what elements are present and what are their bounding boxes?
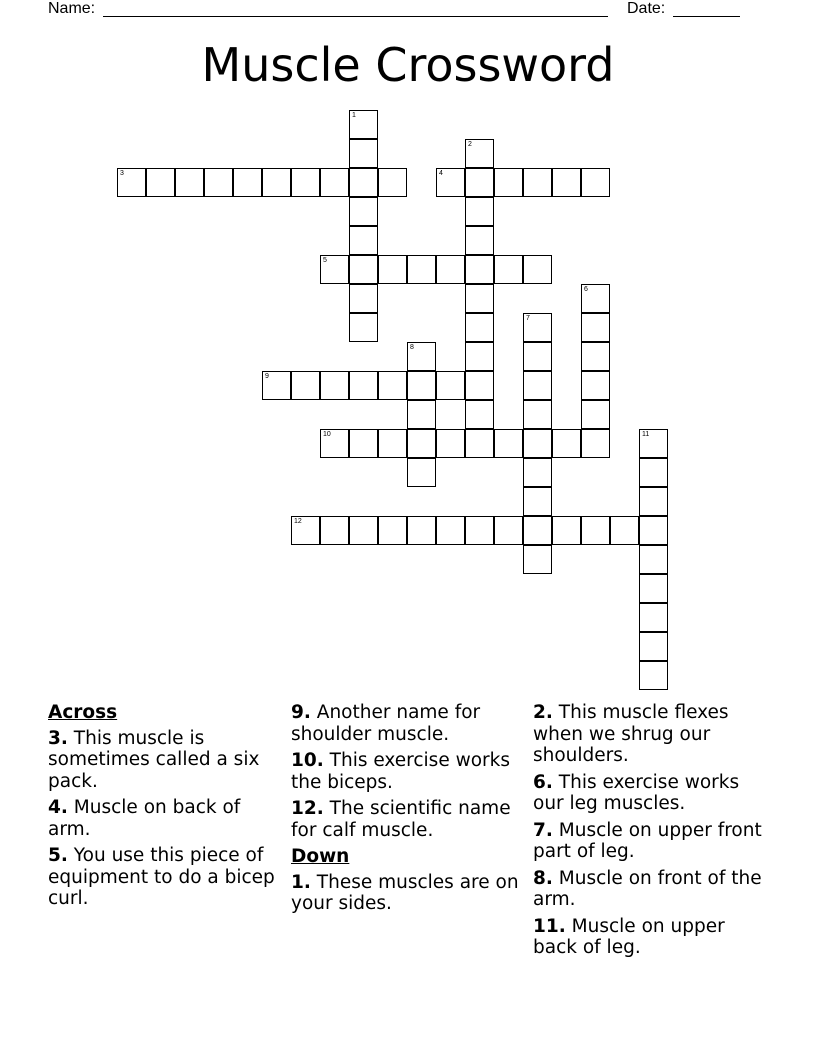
grid-cell[interactable] xyxy=(523,342,552,371)
grid-cell-input[interactable] xyxy=(118,169,145,196)
clue-across-10: 10. This exercise works the biceps. xyxy=(291,750,510,793)
clue-down-2: 2. This muscle flexes when we shrug our shoulders. xyxy=(533,702,729,766)
clue-number-label: 5 xyxy=(323,257,327,264)
grid-cell[interactable] xyxy=(349,429,378,458)
grid-cell-input[interactable] xyxy=(582,169,609,196)
grid-cell[interactable] xyxy=(320,255,349,284)
clue-across-5: 5. You use this piece of equipment to do a bicep curl. xyxy=(48,845,275,909)
grid-cell[interactable] xyxy=(465,313,494,342)
grid-cell-input[interactable] xyxy=(466,314,493,341)
grid-cell-input[interactable] xyxy=(640,459,667,486)
grid-cell-input[interactable] xyxy=(350,227,377,254)
grid-cell-input[interactable] xyxy=(466,372,493,399)
grid-cell-input[interactable] xyxy=(176,169,203,196)
grid-cell-input[interactable] xyxy=(147,169,174,196)
grid-cell-input[interactable] xyxy=(640,575,667,602)
grid-cell-input[interactable] xyxy=(234,169,261,196)
grid-cell[interactable] xyxy=(465,342,494,371)
grid-cell[interactable] xyxy=(436,371,465,400)
grid-cell-input[interactable] xyxy=(524,517,551,544)
grid-cell[interactable] xyxy=(581,284,610,313)
grid-cell[interactable] xyxy=(407,400,436,429)
grid-cell[interactable] xyxy=(639,661,668,690)
grid-cell[interactable] xyxy=(465,197,494,226)
grid-cell[interactable] xyxy=(291,516,320,545)
grid-cell[interactable] xyxy=(349,197,378,226)
grid-cell[interactable] xyxy=(523,458,552,487)
grid-cell[interactable] xyxy=(320,516,349,545)
clue-across-4: 4. Muscle on back of arm. xyxy=(48,797,241,840)
grid-cell-input[interactable] xyxy=(524,343,551,370)
grid-cell-input[interactable] xyxy=(321,256,348,283)
grid-cell[interactable] xyxy=(523,487,552,516)
grid-cell[interactable] xyxy=(523,313,552,342)
grid-cell-input[interactable] xyxy=(640,430,667,457)
grid-cell[interactable] xyxy=(407,371,436,400)
grid-cell[interactable] xyxy=(465,400,494,429)
grid-cell[interactable] xyxy=(349,110,378,139)
grid-cell-input[interactable] xyxy=(437,169,464,196)
grid-cell[interactable] xyxy=(465,371,494,400)
grid-cell[interactable] xyxy=(465,255,494,284)
grid-cell-input[interactable] xyxy=(495,169,522,196)
grid-cell-input[interactable] xyxy=(350,517,377,544)
grid-cell-input[interactable] xyxy=(582,430,609,457)
grid-cell-input[interactable] xyxy=(524,430,551,457)
grid-cell-input[interactable] xyxy=(640,662,667,689)
grid-cell[interactable] xyxy=(291,371,320,400)
grid-cell-input[interactable] xyxy=(379,256,406,283)
clue-number-label: 11 xyxy=(642,431,650,438)
grid-cell-input[interactable] xyxy=(437,372,464,399)
grid-cell-input[interactable] xyxy=(205,169,232,196)
grid-cell[interactable] xyxy=(639,632,668,661)
clue-number-label: 4 xyxy=(439,170,443,177)
grid-cell-input[interactable] xyxy=(466,285,493,312)
grid-cell-input[interactable] xyxy=(350,169,377,196)
grid-cell-input[interactable] xyxy=(495,517,522,544)
name-label: Name: xyxy=(48,0,96,17)
grid-cell[interactable] xyxy=(117,168,146,197)
page-title: Muscle Crossword xyxy=(201,38,615,92)
clue-down-7: 7. Muscle on upper front part of leg. xyxy=(533,819,762,862)
grid-cell[interactable] xyxy=(581,168,610,197)
grid-cell[interactable] xyxy=(465,429,494,458)
grid-cell[interactable] xyxy=(465,516,494,545)
grid-cell-input[interactable] xyxy=(263,169,290,196)
grid-cell-input[interactable] xyxy=(350,111,377,138)
grid-cell-input[interactable] xyxy=(640,517,667,544)
grid-cell[interactable] xyxy=(639,545,668,574)
grid-cell-input[interactable] xyxy=(466,169,493,196)
grid-cell-input[interactable] xyxy=(350,314,377,341)
grid-cell[interactable] xyxy=(407,429,436,458)
grid-cell[interactable] xyxy=(349,255,378,284)
grid-cell-input[interactable] xyxy=(408,372,435,399)
clue-number-label: 6 xyxy=(584,286,588,293)
grid-cell[interactable] xyxy=(523,429,552,458)
grid-cell[interactable] xyxy=(436,255,465,284)
grid-cell[interactable] xyxy=(639,516,668,545)
grid-cell-input[interactable] xyxy=(582,285,609,312)
grid-cell-input[interactable] xyxy=(408,459,435,486)
grid-cell[interactable] xyxy=(436,516,465,545)
grid-cell-input[interactable] xyxy=(321,169,348,196)
grid-cell-input[interactable] xyxy=(466,401,493,428)
grid-cell-input[interactable] xyxy=(350,430,377,457)
grid-cell[interactable] xyxy=(581,371,610,400)
grid-cell[interactable] xyxy=(349,284,378,313)
grid-cell[interactable] xyxy=(523,400,552,429)
grid-cell-input[interactable] xyxy=(495,430,522,457)
clue-number-label: 10 xyxy=(323,431,331,438)
grid-cell[interactable] xyxy=(436,168,465,197)
grid-cell-input[interactable] xyxy=(466,430,493,457)
grid-cell[interactable] xyxy=(523,545,552,574)
grid-cell-input[interactable] xyxy=(292,372,319,399)
grid-cell[interactable] xyxy=(465,168,494,197)
grid-cell[interactable] xyxy=(581,342,610,371)
grid-cell-input[interactable] xyxy=(582,343,609,370)
grid-cell-input[interactable] xyxy=(524,169,551,196)
grid-cell[interactable] xyxy=(233,168,262,197)
grid-cell[interactable] xyxy=(552,168,581,197)
grid-cell[interactable] xyxy=(378,516,407,545)
grid-cell-input[interactable] xyxy=(408,401,435,428)
grid-cell-input[interactable] xyxy=(553,430,580,457)
grid-cell[interactable] xyxy=(494,168,523,197)
grid-cell-input[interactable] xyxy=(582,401,609,428)
grid-cell[interactable] xyxy=(349,313,378,342)
grid-cell-input[interactable] xyxy=(408,430,435,457)
clue-down-11: 11. Muscle on upper back of leg. xyxy=(533,915,725,958)
clue-across-9: 9. Another name for shoulder muscle. xyxy=(291,702,481,745)
grid-cell-input[interactable] xyxy=(582,314,609,341)
grid-cell[interactable] xyxy=(349,226,378,255)
grid-cell[interactable] xyxy=(494,516,523,545)
grid-cell-input[interactable] xyxy=(379,169,406,196)
clue-across-3: 3. This muscle is sometimes called a six pack. xyxy=(48,727,260,792)
grid-cell-input[interactable] xyxy=(524,459,551,486)
grid-cell-input[interactable] xyxy=(640,633,667,660)
grid-cell[interactable] xyxy=(639,574,668,603)
clue-number-label: 3 xyxy=(120,170,124,177)
grid-cell[interactable] xyxy=(552,516,581,545)
grid-cell-input[interactable] xyxy=(466,198,493,225)
grid-cell-input[interactable] xyxy=(350,256,377,283)
clue-down-1: 1. These muscles are on your sides. xyxy=(291,871,519,914)
grid-cell[interactable] xyxy=(262,168,291,197)
across-heading: Across xyxy=(48,702,118,723)
grid-cell[interactable] xyxy=(639,487,668,516)
grid-cell[interactable] xyxy=(349,371,378,400)
grid-cell-input[interactable] xyxy=(640,604,667,631)
grid-cell[interactable] xyxy=(320,429,349,458)
grid-cell[interactable] xyxy=(320,168,349,197)
grid-cell-input[interactable] xyxy=(553,517,580,544)
grid-cell-input[interactable] xyxy=(321,430,348,457)
grid-cell[interactable] xyxy=(407,516,436,545)
grid-cell-input[interactable] xyxy=(350,198,377,225)
clue-down-6: 6. This exercise works our leg muscles. xyxy=(533,771,740,814)
clue-number-label: 8 xyxy=(410,344,414,351)
grid-cell-input[interactable] xyxy=(640,546,667,573)
grid-cell-input[interactable] xyxy=(350,285,377,312)
clue-number-label: 12 xyxy=(294,518,302,525)
grid-cell-input[interactable] xyxy=(640,488,667,515)
grid-cell-input[interactable] xyxy=(437,517,464,544)
grid-cell[interactable] xyxy=(175,168,204,197)
grid-cell-input[interactable] xyxy=(524,314,551,341)
grid-cell[interactable] xyxy=(378,255,407,284)
grid-cell[interactable] xyxy=(407,458,436,487)
grid-cell-input[interactable] xyxy=(495,256,522,283)
grid-cell[interactable] xyxy=(610,516,639,545)
grid-cell-input[interactable] xyxy=(437,256,464,283)
grid-cell-input[interactable] xyxy=(350,140,377,167)
grid-cell-input[interactable] xyxy=(524,372,551,399)
grid-cell[interactable] xyxy=(204,168,233,197)
clue-down-8: 8. Muscle on front of the arm. xyxy=(533,867,762,910)
clue-column-1 xyxy=(48,702,278,915)
grid-cell[interactable] xyxy=(581,400,610,429)
grid-cell-input[interactable] xyxy=(379,517,406,544)
grid-cell-input[interactable] xyxy=(379,372,406,399)
grid-cell-input[interactable] xyxy=(466,256,493,283)
grid-cell-input[interactable] xyxy=(524,401,551,428)
grid-cell[interactable] xyxy=(262,371,291,400)
grid-cell[interactable] xyxy=(291,168,320,197)
grid-cell-input[interactable] xyxy=(524,488,551,515)
grid-cell-input[interactable] xyxy=(379,430,406,457)
grid-cell[interactable] xyxy=(552,429,581,458)
grid-cell[interactable] xyxy=(378,371,407,400)
clue-number-label: 2 xyxy=(468,141,472,148)
clue-column-3 xyxy=(533,702,768,964)
clue-number-label: 9 xyxy=(265,373,269,380)
grid-cell[interactable] xyxy=(639,429,668,458)
date-label: Date: xyxy=(627,0,666,17)
grid-cell[interactable] xyxy=(436,429,465,458)
grid-cell[interactable] xyxy=(465,284,494,313)
grid-cell-input[interactable] xyxy=(524,256,551,283)
grid-cell[interactable] xyxy=(320,371,349,400)
grid-cell-input[interactable] xyxy=(263,372,290,399)
grid-cell-input[interactable] xyxy=(321,372,348,399)
grid-cell-input[interactable] xyxy=(611,517,638,544)
grid-cell[interactable] xyxy=(523,168,552,197)
grid-cell[interactable] xyxy=(465,139,494,168)
grid-cell-input[interactable] xyxy=(553,169,580,196)
grid-cell[interactable] xyxy=(407,255,436,284)
grid-cell[interactable] xyxy=(581,313,610,342)
grid-cell-input[interactable] xyxy=(524,546,551,573)
grid-cell-input[interactable] xyxy=(408,343,435,370)
grid-cell[interactable] xyxy=(349,168,378,197)
grid-cell-input[interactable] xyxy=(408,517,435,544)
grid-cell[interactable] xyxy=(494,429,523,458)
grid-cell-input[interactable] xyxy=(292,169,319,196)
grid-cell[interactable] xyxy=(639,603,668,632)
grid-cell[interactable] xyxy=(146,168,175,197)
clue-column-2 xyxy=(291,702,521,920)
grid-cell-input[interactable] xyxy=(582,517,609,544)
grid-cell-input[interactable] xyxy=(466,343,493,370)
grid-cell-input[interactable] xyxy=(350,372,377,399)
grid-cell[interactable] xyxy=(639,458,668,487)
clue-number-label: 7 xyxy=(526,315,530,322)
grid-cell-input[interactable] xyxy=(321,517,348,544)
down-heading: Down xyxy=(291,846,350,867)
grid-cell[interactable] xyxy=(523,371,552,400)
grid-cell[interactable] xyxy=(581,429,610,458)
grid-cell-input[interactable] xyxy=(408,256,435,283)
grid-cell[interactable] xyxy=(349,139,378,168)
grid-cell-input[interactable] xyxy=(466,517,493,544)
grid-cell-input[interactable] xyxy=(292,517,319,544)
clue-across-12: 12. The scientific name for calf muscle. xyxy=(291,798,511,841)
grid-cell-input[interactable] xyxy=(582,372,609,399)
grid-cell[interactable] xyxy=(349,516,378,545)
clue-number-label: 1 xyxy=(352,112,356,119)
grid-cell[interactable] xyxy=(378,168,407,197)
grid-cell[interactable] xyxy=(494,255,523,284)
grid-cell-input[interactable] xyxy=(437,430,464,457)
grid-cell[interactable] xyxy=(378,429,407,458)
grid-cell[interactable] xyxy=(581,516,610,545)
grid-cell[interactable] xyxy=(523,255,552,284)
grid-cell[interactable] xyxy=(523,516,552,545)
grid-cell-input[interactable] xyxy=(466,140,493,167)
grid-cell[interactable] xyxy=(407,342,436,371)
grid-cell-input[interactable] xyxy=(466,227,493,254)
grid-cell[interactable] xyxy=(465,226,494,255)
